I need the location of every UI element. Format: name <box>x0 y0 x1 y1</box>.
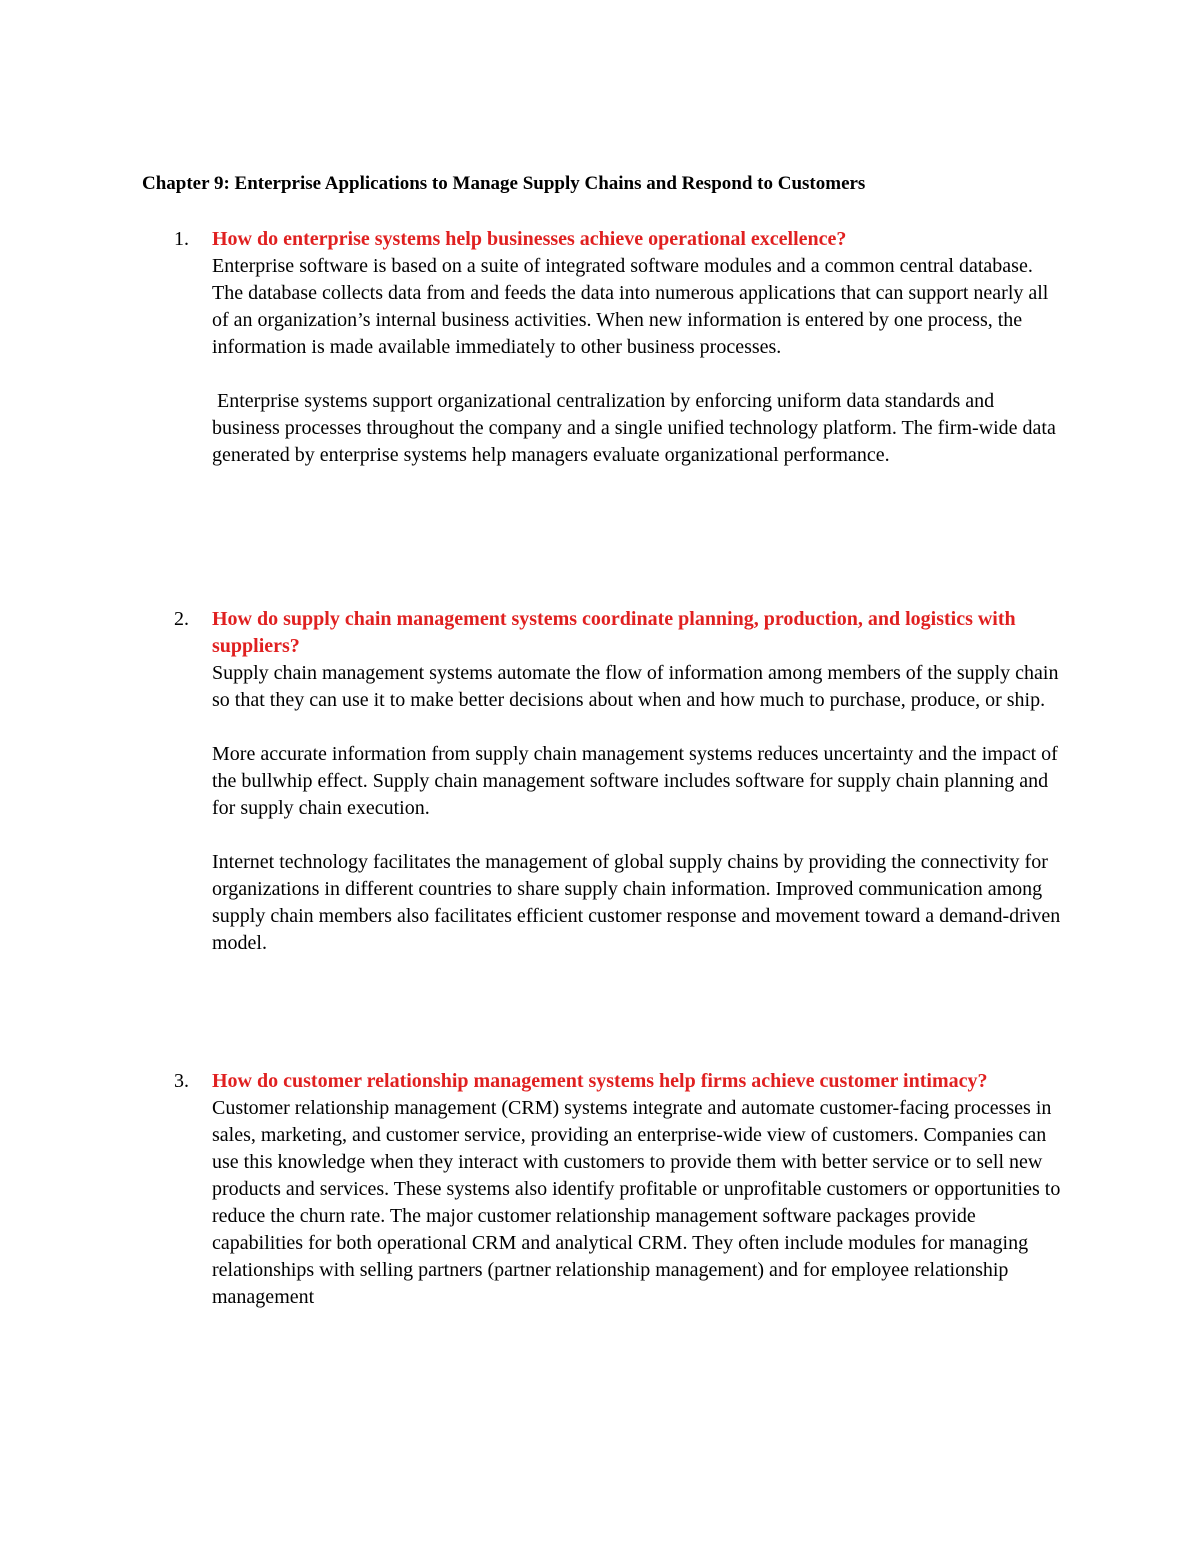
answer-paragraph: Enterprise software is based on a suite of integrated software modules and a common central database. The database collects data from and feeds the data into numerous applications that can support nearly all of an organization’s internal business activities. When new information is entered by one process, the information is made available immediately to other business processes. <box>212 255 1049 358</box>
question-heading: How do enterprise systems help businesses achieve operational excellence? <box>212 228 847 250</box>
answer-paragraph: Customer relationship management (CRM) systems integrate and automate customer-facing processes in sales, marketing, and customer service, providing an enterprise-wide view of customers. Companies can use this knowledge when they interact with customers to provide them with better service or to sell new products and services. These systems also identify profitable or unprofitable customers or opportunities to reduce the churn rate. The major customer relationship management software packages provide capabilities for both operational CRM and analytical CRM. They often include modules for managing relationships with selling partners (partner relationship management) and for employee relationship management <box>212 1097 1061 1308</box>
question-number: 3. <box>174 1070 189 1092</box>
question-body <box>212 606 1062 957</box>
question-body <box>212 226 1062 469</box>
answer-paragraph: Supply chain management systems automate the flow of information among members of the supply chain so that they can use it to make better decisions about when and how much to purchase, produce, or ship. <box>212 662 1059 711</box>
question-body <box>212 1068 1062 1311</box>
question-number: 2. <box>174 608 189 630</box>
question-heading: How do supply chain management systems coordinate planning, production, and logistics with suppliers? <box>212 608 1016 657</box>
answer-paragraph: Internet technology facilitates the management of global supply chains by providing the connectivity for organizations in different countries to share supply chain information. Improved communication among supply chain members also facilitates efficient customer response and movement toward a demand-driven model. <box>212 851 1061 954</box>
answer-paragraph: Enterprise systems support organizational centralization by enforcing uniform data standards and business processes throughout the company and a single unified technology platform. The firm-wide data generated by enterprise systems help managers evaluate organizational performance. <box>212 390 1056 466</box>
answer-paragraph: More accurate information from supply chain management systems reduces uncertainty and the impact of the bullwhip effect. Supply chain management software includes software for supply chain planning and for supply chain execution. <box>212 743 1058 819</box>
question-heading: How do customer relationship management systems help firms achieve customer intimacy? <box>212 1070 988 1092</box>
chapter-title: Chapter 9: Enterprise Applications to Manage Supply Chains and Respond to Customers <box>142 173 866 194</box>
question-number: 1. <box>174 228 189 250</box>
